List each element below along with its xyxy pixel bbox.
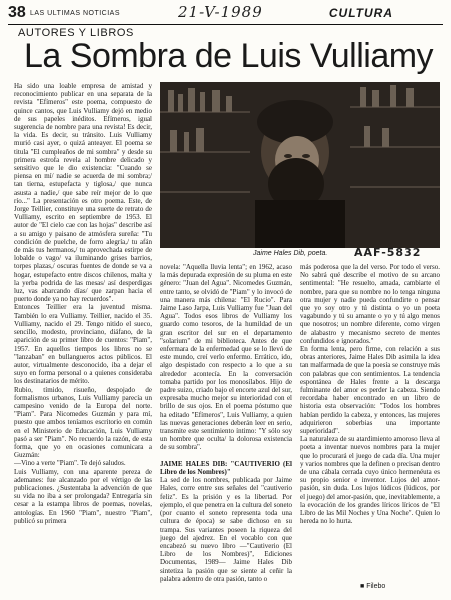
section-subheading: JAIME HALES DIB: "CAUTIVERIO (El Libro de los Nombres)" xyxy=(160,459,292,477)
article-headline: La Sombra de Luis Vulliamy xyxy=(24,37,434,75)
photo-caption: Jaime Hales Dib, poeta. xyxy=(253,250,328,257)
article-column-3: más poderosa que la del verso. Por todo el verso. No sabrá qué describe el motivo de su arcano sentimental: "He resuelto, amada, cambiarte el nombre, para que su nombre no lo tenga ninguna otra mujer y nadie pueda confundirte o pensar que yo soy otro y tú distinta o yo un poeta vagabundo y tú su amante o yo y tú algo menos que nosotros; un nombre diferente, como virgen de alabastro y mecanismo secreto de mentes confundidos e ignorados." En forma lenta, pero firme, con relación a sus obras anteriores, Jaime Hales Dib asimila la idea tan malfarmada de que la poesía se construye más con palabras que con sentimientos. La tendencia espontánea de Hales frente a la descarga fulminante del amor es perder la cabeza. Siendo recordaba haber encontrado en un libro de historia esta observación: "Todos los hombres habían perdido la cabeza, y entonces, las mujeres adquirieron soberbias una importante superioridad". La naturaleza de su atardimiento amoroso lleva al poeta a inventar nuevos nombres para la mujer que lo procurará el juego de cada día. Una mujer y varios nombres que la definen o precisan dentro de una cábala cerrada cuyo único hermenéuta es su propio senior e inventor. Lujos del amor-pasión, sin duda. Los lujos lúdicos (lúdicos, por el juego) del amor-pasión, que, inevitablemente, a la evocación de los grandes líricos líricos de "El Libro de las Mil Noches y Una Noche". Quien lo hereda no lo hurta. xyxy=(300,263,440,526)
author-signature: ■ Filebo xyxy=(360,583,385,590)
newspaper-name: LAS ULTIMAS NOTICIAS xyxy=(30,10,120,17)
article-column-1: Ha sido una loable empresa de amistad y reconocimiento publicar en una separata de la revista "Efímeros" este poema, compuesto de quince cantos, que Luis Vulliamy dejó en medio de sus papeles inéditos. Efímeros, igual sugerencia de nombre para una revista! Es decir, la vida. Es decir, su tránsito. Luis Vulliamy murió casi ayer, o quizá anteayer. El poema se titula "El cumpleaños de mi sombra" y desde su primera estrofa revela al hombre delicado y sensitivo que le dio existencia: "Cuando se piensa en mí/ nadie se acuerda de mi sombra;/ tan tierna, estupefacta y tiglosa,/ que nunca asusta a nadie,/ que sabe reír mejor de lo que río..." La presentación es otro poema. Este, de Jorge Teillier, constituye una suerte de retrato de Vulliamy, escrito en septiembre de 1953. El autor de "El cielo cae con las hojas" describe así a su amigo y paisano de atmósfera sureña: "Tu condición de puelche, de forro alegría,/ tu afán de más tus hermanos,/ tu aprovechada estirpe de lobalde o vago/ va iluminando grises barrios, torpes plazas,/ oscuras fuentes de donde se va a hogar, estupefacto entre discos chilenos, malta y la yerba podrida de las mesas/ así desperdigas luz, vas abarcando días/ que zarpan hacia el puerto donde ya no hay recuerdos". Entonces Teillier era la juventud misma. También lo era Vulliamy. Teillier, nacido el 35. Vulliamy, nacido el 29. Tengo nitido el sueco, sencillo, modesto, provinciano, diáfano, de la aparición de su primer libro de cuentos: "Piam", 1957. En aquellos tiempos los libros no se "lanzaban" en bullangueros actos públicos. El autor, virtualmente desconocido, iba a dejar el suyo en forma personal o a quienes consideraba los destinatarios de mérito. Rubio, tímido, risueño, despojado de formalismos urbanos, Luis Vulliamy parecía un campesino venido de la Europa del norte. "Piam". Para Nicomedes Guzmán y para mí, puesto que ambos teníamos escritorio en común en el Ministerio de Educación, Luis Vulliamy pasó a ser "Piam". No recuerdo la razón, de esta forma, que yo en ocasiones comunicara a Guzmán: —Vino a verte "Piam". Te dejó saludos. Luis Vulliamy, con una aparente pereza de ademanes: fue alcanzado por el vértigo de las publicaciones. ¿Sustentaba la advención de que su vida no iba a ser prolongada? Entregaría sin cesar a la estampa libros de poemas, novelas, antologías. En 1960 "Piam", nuestro "Piam", publicó su primera xyxy=(14,82,152,525)
handwritten-date: 21-V-1989 xyxy=(178,3,263,21)
header-rule xyxy=(8,24,443,25)
page-header xyxy=(8,3,443,22)
article-column-2 xyxy=(160,263,292,590)
article-kicker: AUTORES Y LIBROS xyxy=(18,27,134,39)
photo-image xyxy=(160,82,440,248)
author-photo xyxy=(160,82,440,248)
column-2-text: novela: "Aquella lluvia lenta"; en 1962, acaso la más depurada expresión de su pluma en este género: "Juan del Agua". Nicomedes Guzmán, entre tanto, se olvidó de "Piam" y lo invocó de una manera más chilena: "El Rucio". Para Jaime Laso Jarpa, Luis Vulliamy fue "Juan del Agua". Todos esos libros de Vulliamy los guardo como tesoros, de la humildad de un gran escritor del sur en el departamento "solarium" de mi biblioteca. Antes de que enfermara de la enfermedad que se lo llevó de este mundo, creí verlo enfermo. Errático, ido, algo despistado con respecto a lo que a su alrededor acontecía. En la conversación tomaba partido por los monosílabos. Hijo de padre suizo, criado bajo el encorte azul del sur, expresaba mucho mejor su interioridad con el brillo de sus ojos. En el poema póstumo que ha editado "Efímeros", Luis Vulliamy, a quien las nuevas generaciones deberán leer en serio, transmite este sentimiento íntimo: "Y sólo soy un hombre que oculta/ la dolorosa existencia de su sombra". xyxy=(160,263,292,452)
section-label: CULTURA xyxy=(328,6,393,20)
column-2-continuation: La sed de los nombres, publicada por Jaime Hales, corre entre sus señales del "cautiverio feliz". Es la prisión y es la libertad. Por ejemplo, el que penetra en la cultura del soneto (por cuanto el soneto representa toda una cultura de época) se sabe dichoso en su trampa. Sus variantes poseen la riqueza del juego del ajedrez. En el vocablo con que encabezó su nuevo libro —"Cautiverio (El Libro de los Nombres)", Ediciones Documentas, 1989— Jaime Hales Dib sintetiza la pasión que se siente al ceñir la palabra adentro de otra pasión, tanto o xyxy=(160,476,292,583)
archive-code-stamp: AAF-5832 xyxy=(354,246,422,259)
page-number: 38 xyxy=(8,4,26,21)
